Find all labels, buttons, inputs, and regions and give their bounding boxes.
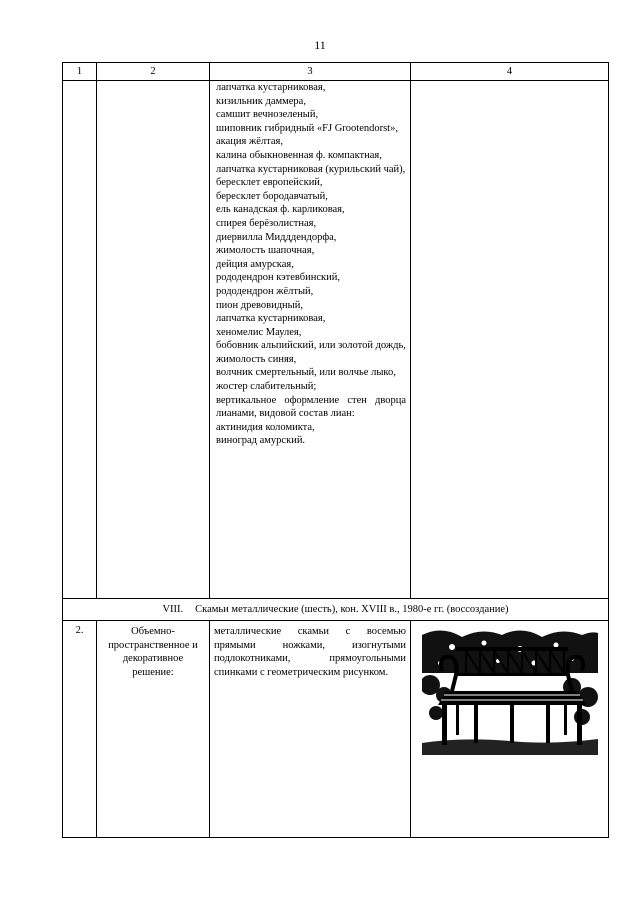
header-col-3: 3 (210, 63, 411, 81)
section-number: VIII. (162, 604, 184, 615)
section-heading (63, 599, 609, 621)
plant-list-item: пион древовидный, (216, 299, 303, 311)
header-col-1: 1 (63, 63, 97, 81)
table-row-plants (63, 81, 609, 599)
plants-category-cell (97, 81, 210, 599)
plant-list-item: спирея берёзолистная, (216, 217, 317, 229)
plants-image-cell (411, 81, 609, 599)
row-number: 2. (75, 625, 84, 636)
plant-list-item: ель канадская ф. карликовая, (216, 204, 345, 216)
plant-list-item: бересклет европейский, (216, 177, 323, 189)
plant-list-item: рододендрон жёлтый, (216, 285, 314, 297)
bench-photo (422, 625, 598, 755)
bench-photo-cell (411, 621, 609, 838)
plant-list-item: лапчатка кустарниковая (курильский чай), (216, 163, 406, 175)
plant-list-item: рододендрон кэтевбинский, (216, 272, 340, 284)
plant-list-item: бобовник альпийский, или золотой дождь, (216, 340, 406, 352)
table-row-benches (63, 621, 609, 838)
category-label: Объемно-пространственное и декоративное решение: (108, 626, 198, 678)
header-col-4: 4 (411, 63, 609, 81)
plant-list-item: самшит вечнозеленый, (216, 109, 319, 121)
plant-list-item: акация жёлтая, (216, 136, 283, 148)
section-title: Скамьи металлические (шесть), кон. XVIII в., 1980-е гг. (воссоздание) (195, 604, 509, 615)
plant-list-item: шиповник гибридный «FJ Grootendorst», (216, 122, 398, 134)
plant-list-item: хеномелис Маулея, (216, 326, 302, 338)
plant-list-item: виноград амурский. (216, 435, 306, 447)
plant-list-item: дейция амурская, (216, 258, 294, 270)
plant-list-item: бересклет бородавчатый, (216, 190, 328, 202)
header-col-2: 2 (97, 63, 210, 81)
plant-list-item: жимолость шапочная, (216, 245, 315, 257)
plant-list-item: лапчатка кустарниковая, (216, 82, 326, 93)
bench-category-cell (97, 621, 210, 838)
plant-list-item: жимолость синяя, (216, 353, 297, 365)
plant-list-item: актинидия коломикта, (216, 421, 315, 433)
plant-list-item: вертикальное оформление стен дворца лианами, видовой состав лиан: (216, 394, 406, 420)
plant-list-item: лапчатка кустарниковая, (216, 313, 326, 325)
bench-description: металлические скамьи с восемью прямыми ножками, изогнутыми подлокотниками, прямоугольными спинками с геометрическим рисунком. (214, 626, 406, 678)
plant-list-item: калина обыкновенная ф. компактная, (216, 149, 382, 161)
plant-list (214, 81, 406, 448)
plant-list-item: кизильник даммера, (216, 95, 306, 107)
bench-description-cell (210, 621, 411, 838)
plant-list-item: жостер слабительный; (216, 381, 317, 393)
plant-list-item: волчник смертельный, или волчье лыко, (216, 367, 396, 379)
document-table (62, 62, 609, 838)
bench-num-cell (63, 621, 97, 838)
plants-list-cell (210, 81, 411, 599)
page-number: 11 (314, 38, 326, 52)
table-header-row (63, 63, 609, 81)
section-heading-row (63, 599, 609, 621)
plant-list-item: диервилла Мидддендорфа, (216, 231, 337, 243)
plants-num-cell (63, 81, 97, 599)
